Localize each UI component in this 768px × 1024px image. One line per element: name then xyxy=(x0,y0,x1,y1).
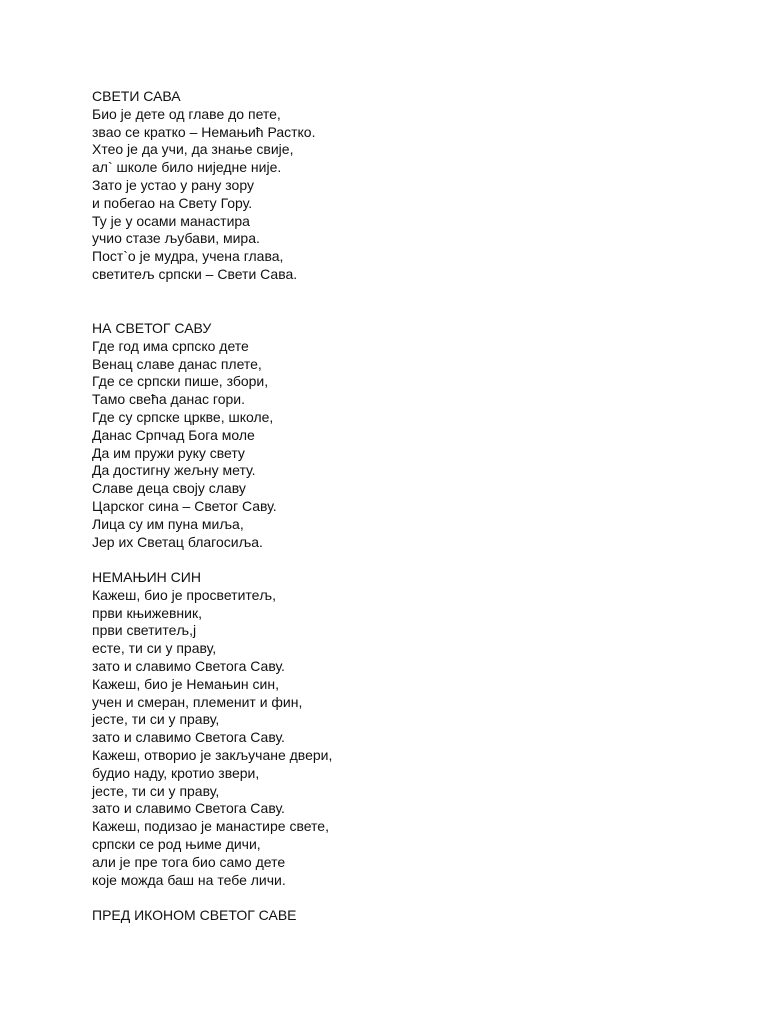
poem-title: ПРЕД ИКОНОМ СВЕТОГ САВЕ xyxy=(92,907,297,923)
poem-title: СВЕТИ САВА xyxy=(92,88,181,104)
poem-nemanjin-sin xyxy=(92,569,692,889)
poem-line: јесте, ти си у праву, xyxy=(92,711,220,728)
poem-line: и побегао на Свету Гору. xyxy=(92,194,253,211)
poem-title: НА СВЕТОГ САВУ xyxy=(92,320,212,336)
poem-line: зато и славимо Светога Саву. xyxy=(92,800,285,817)
poem-line: Кажеш, отворио је закључане двери, xyxy=(92,746,333,763)
poem-line: Венац славе данас плете, xyxy=(92,355,262,372)
poem-line: звао се кратко – Немањић Растко. xyxy=(92,123,316,140)
poem-line: Кажеш, подизао је манастире свете, xyxy=(92,818,329,835)
poem-title: НЕМАЊИН СИН xyxy=(92,569,201,585)
poem-line: есте, ти си у праву, xyxy=(92,640,217,657)
poem-line: Био је дете од главе до пете, xyxy=(92,105,281,122)
poem-line: Пост`о је мудра, учена глава, xyxy=(92,248,284,265)
poem-line: Лица су им пуна миља, xyxy=(92,515,244,532)
poem-line: Зато је устао у рану зору xyxy=(92,176,254,193)
poem-line: први светитељ,ј xyxy=(92,622,197,639)
poem-line: зато и славимо Светога Саву. xyxy=(92,729,285,746)
poem-line: први књижевник, xyxy=(92,604,202,621)
poem-line: Хтео је да учи, да знање свије, xyxy=(92,141,294,158)
poem-line: српски се род њиме дичи, xyxy=(92,835,261,852)
poem-pred-ikonom xyxy=(92,907,692,925)
poem-line: Ту је у осами манастира xyxy=(92,212,250,229)
poem-line: учио стазе љубави, мира. xyxy=(92,230,260,247)
poem-sveti-sava xyxy=(92,88,692,284)
poem-line: Где су српске цркве, школе, xyxy=(92,408,274,425)
poem-line: светитељ српски – Свети Сава. xyxy=(92,265,298,282)
poem-line: ал` школе било ниједне није. xyxy=(92,159,282,176)
poem-line: будио наду, кротио звери, xyxy=(92,764,260,781)
poem-line: Где год има српско дете xyxy=(92,337,249,354)
poem-line: зато и славимо Светога Саву. xyxy=(92,657,285,674)
poem-line: које можда баш на тебе личи. xyxy=(92,871,286,888)
poem-line: Јер их Светац благосиља. xyxy=(92,533,263,550)
poem-line: Кажеш, био је Немањин син, xyxy=(92,675,279,692)
poem-line: Да достигну жељну мету. xyxy=(92,462,256,479)
poem-line: али је пре тога био само дете xyxy=(92,853,286,870)
poem-line: Кажеш, био је просветитељ, xyxy=(92,586,277,603)
poem-na-svetog-savu xyxy=(92,320,692,551)
poem-line: Славе деца своју славу xyxy=(92,480,246,497)
poem-line: Да им пружи руку свету xyxy=(92,444,245,461)
poem-line: учен и смеран, племенит и фин, xyxy=(92,693,303,710)
poem-line: јесте, ти си у праву, xyxy=(92,782,220,799)
poem-line: Царског сина – Светог Саву. xyxy=(92,497,277,514)
poem-line: Тамо свећа данас гори. xyxy=(92,391,245,408)
poem-line: Данас Српчад Бога моле xyxy=(92,426,255,443)
poem-line: Где се српски пише, збори, xyxy=(92,373,269,390)
